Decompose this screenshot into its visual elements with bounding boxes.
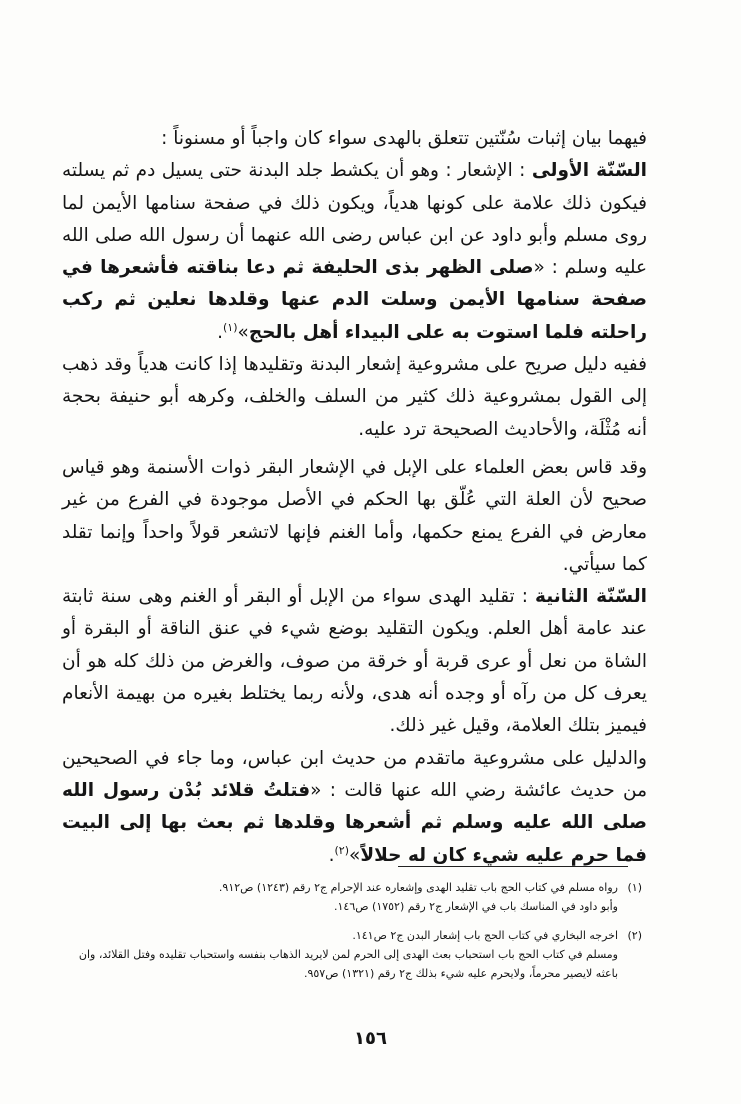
paragraph bbox=[62, 452, 647, 581]
text-run: فيهما بيان إثبات سُنّتين تتعلق بالهدى سواء كان واجباً أو مسنوناً : bbox=[161, 128, 647, 149]
text-run: وقد قاس بعض العلماء على الإبل في الإشعار البقر ذوات الأسنمة وهو قياس صحيح لأن العلة التي عُلّق بها الحكم في الأصل موجودة في الفرع من غير معارض في الفرع يمنع حكمها، وأما الغنم فإنها لاتشعر قولاً واحداً وإنما تقلد كما سيأتي. bbox=[62, 456, 647, 575]
paragraph bbox=[62, 743, 647, 872]
text-run: ففيه دليل صريح على مشروعية إشعار البدنة وتقليدها إذا كانت هدياً وقد ذهب إلى القول بمشروعية ذلك كثير من السلف والخلف، وكرهه أبو حنيفة بحجة أنه مُثْلَة، والأحاديث الصحيحة ترد عليه. bbox=[62, 354, 647, 440]
footnote-ref: (١) bbox=[222, 320, 238, 334]
section-heading: السّنّة الأولى bbox=[531, 160, 647, 182]
footnote-text: رواه مسلم في كتاب الحج باب تقليد الهدى وإشعاره عند الإحرام ج٢ رقم (١٢٤٣) ص٩١٢. bbox=[218, 881, 618, 894]
text-run: . bbox=[328, 844, 335, 866]
footnote-number: (٢) bbox=[627, 929, 642, 942]
text-run: : تقليد الهدى سواء من الإبل أو البقر أو الغنم وهى سنة ثابتة عند عامة أهل العلم. ويكون التقليد بوضع شيء في عنق الناقة أو البقرة أو الشاة من نعل أو عرى قربة أو خرقة من صوف، والغرض من ذلك كله هو أن يعرف كل من رآه أو وجده أنه هدى، ولأنه ربما يختلط بغيره من بهيمة الأنعام فيميز بتلك العلامة، وقيل غير ذلك. bbox=[62, 586, 647, 737]
section-heading: السّنّة الثانية bbox=[535, 586, 647, 608]
hadith-quote: فتلتُ قلائد بُدْن رسول الله صلى الله عليه وسلم ثم أشعرها وقلدها ثم بعث بها إلى البيت فما حرم عليه شيء كان له حلالاً bbox=[62, 779, 647, 866]
footnote-text: ومسلم في كتاب الحج باب استحباب بعث الهدى إلى الحرم لمن لايريد الذهاب بنفسه واستحباب تقليده وفتل القلائد، وان باعثه لايصير محرماً، ولايحرم عليه شيء بذلك ج٢ رقم (١٣٢١) ص٩٥٧. bbox=[78, 948, 618, 980]
footnotes bbox=[62, 878, 642, 983]
footnote bbox=[62, 926, 642, 983]
paragraph bbox=[62, 155, 647, 349]
footnote-text: وأبو داود في المناسك باب في الإشعار ج٢ رقم (١٧٥٢) ص١٤٦. bbox=[334, 900, 618, 913]
text-run: » bbox=[237, 321, 249, 343]
text-run: . bbox=[217, 321, 223, 343]
paragraph bbox=[62, 581, 647, 742]
text-run: : الإشعار : وهو أن يكشط جلد البدنة حتى يسيل دم ثم يسلته فيكون ذلك علامة على كونها هدياً، ويكون ذلك في صفحة سنامها الأيمن لما روى مسلم وأبو داود عن ابن عباس رضى الله عنهما أن رسول الله صلى الله عليه وسلم : « bbox=[62, 160, 648, 279]
footnote-divider bbox=[398, 866, 628, 867]
paragraph bbox=[62, 123, 647, 155]
paragraph bbox=[62, 349, 647, 446]
text-run: » bbox=[349, 844, 361, 866]
main-text bbox=[62, 123, 647, 872]
footnote-ref: (٢) bbox=[334, 843, 350, 857]
text-run: والدليل على مشروعية ماتقدم من حديث ابن عباس، وما جاء في الصحيحين من حديث عائشة رضي الله عنها قالت : « bbox=[62, 747, 647, 801]
footnote bbox=[62, 878, 642, 916]
hadith-quote: صلى الظهر بذى الحليفة ثم دعا بناقته فأشعرها في صفحة سنامها الأيمن وسلت الدم عنها وقلدها نعلين ثم ركب راحلته فلما استوت به على البيداء أهل بالحج bbox=[62, 257, 647, 343]
footnote-number: (١) bbox=[627, 881, 642, 894]
page-number: ١٥٦ bbox=[354, 1028, 387, 1049]
footnote-text: اخرجه البخاري في كتاب الحج باب إشعار البدن ج٢ ص١٤١. bbox=[352, 929, 618, 942]
